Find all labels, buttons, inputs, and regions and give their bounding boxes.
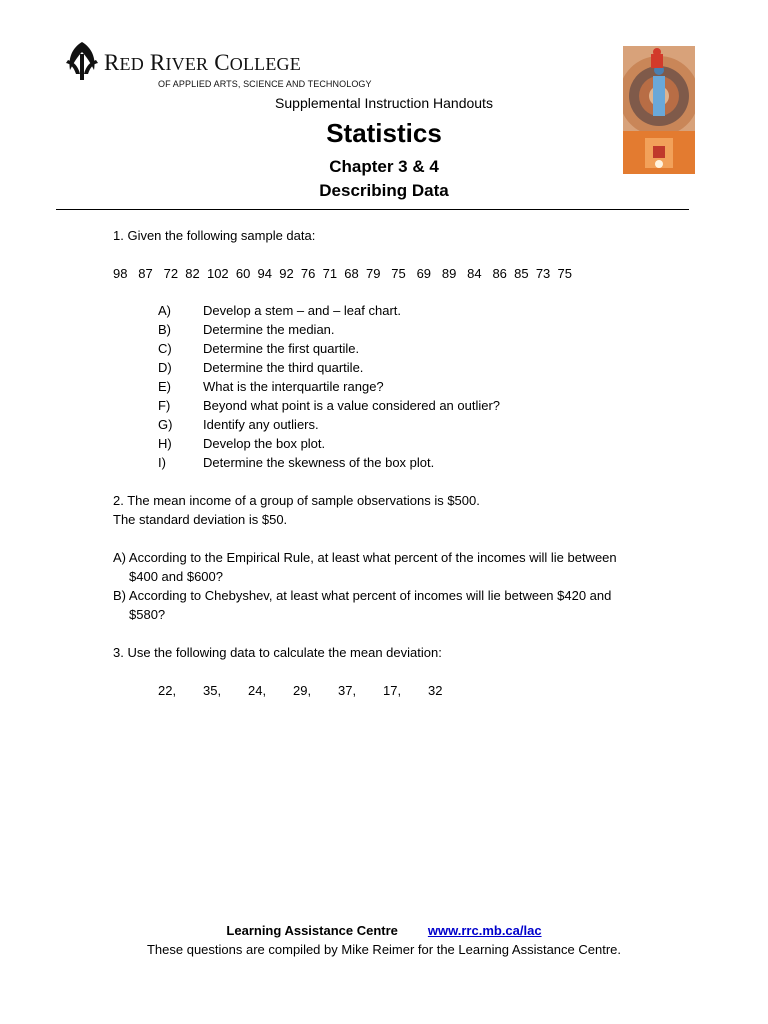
q1-item-letter: D) xyxy=(158,360,172,375)
q1-item-letter: E) xyxy=(158,379,171,394)
q2-line1: 2. The mean income of a group of sample observations is $500. xyxy=(113,493,480,508)
q2-part-a-cont: $400 and $600? xyxy=(129,569,223,584)
college-emblem-icon xyxy=(64,40,100,82)
q1-item-letter: A) xyxy=(158,303,171,318)
q3-data xyxy=(158,683,473,698)
q3-value: 35, xyxy=(203,683,222,698)
q1-item-letter: F) xyxy=(158,398,171,413)
header-divider xyxy=(56,209,689,210)
q1-item-letter: B) xyxy=(158,322,171,337)
q3-value: 24, xyxy=(248,683,267,698)
handout-subtitle: Supplemental Instruction Handouts xyxy=(275,95,493,111)
footer-centre-name: Learning Assistance Centre xyxy=(226,923,398,938)
q3-value: 29, xyxy=(293,683,312,698)
q2-part-a: A) According to the Empirical Rule, at least what percent of the incomes will lie between xyxy=(113,550,617,565)
q1-data: 98 87 72 82 102 60 94 92 76 71 68 79 75 69 89 84 86 85 73 75 xyxy=(113,266,572,281)
q1-item-letter: I) xyxy=(158,455,166,470)
footer-contact xyxy=(0,923,768,938)
q1-item-text: Determine the median. xyxy=(203,322,335,337)
q1-item-text: Develop a stem – and – leaf chart. xyxy=(203,303,402,318)
footer-link[interactable]: www.rrc.mb.ca/lac xyxy=(427,923,542,938)
q1-item-text: Beyond what point is a value considered an outlier? xyxy=(203,398,501,413)
college-name: RED RIVER COLLEGE xyxy=(104,50,301,75)
q1-item-text: Determine the skewness of the box plot. xyxy=(203,455,435,470)
q1-item-letter: H) xyxy=(158,436,172,451)
q3-prompt: 3. Use the following data to calculate the mean deviation: xyxy=(113,645,442,660)
q1-prompt: 1. Given the following sample data: xyxy=(113,228,316,243)
q1-item-text: What is the interquartile range? xyxy=(203,379,384,394)
page-title: Statistics xyxy=(326,118,442,148)
q2-part-b: B) According to Chebyshev, at least what percent of incomes will lie between $420 and xyxy=(113,588,612,603)
q3-value: 17, xyxy=(383,683,402,698)
q3-value: 37, xyxy=(338,683,357,698)
q1-item-letter: G) xyxy=(158,417,173,432)
college-subtitle: OF APPLIED ARTS, SCIENCE AND TECHNOLOGY xyxy=(158,79,372,89)
topic-heading: Describing Data xyxy=(319,181,449,200)
q1-item-letter: C) xyxy=(158,341,172,356)
q2-part-b-cont: $580? xyxy=(129,607,166,622)
footer-credit: These questions are compiled by Mike Reimer for the Learning Assistance Centre. xyxy=(146,942,621,957)
q1-item-text: Determine the first quartile. xyxy=(203,341,360,356)
q1-item-text: Identify any outliers. xyxy=(203,417,319,432)
q2-line2: The standard deviation is $50. xyxy=(113,512,288,527)
chapter-heading: Chapter 3 & 4 xyxy=(329,157,439,176)
q3-value: 22, xyxy=(158,683,177,698)
college-logo xyxy=(64,40,372,92)
q1-item-text: Develop the box plot. xyxy=(203,436,326,451)
q3-value: 32 xyxy=(428,683,443,698)
q1-item-text: Determine the third quartile. xyxy=(203,360,364,375)
